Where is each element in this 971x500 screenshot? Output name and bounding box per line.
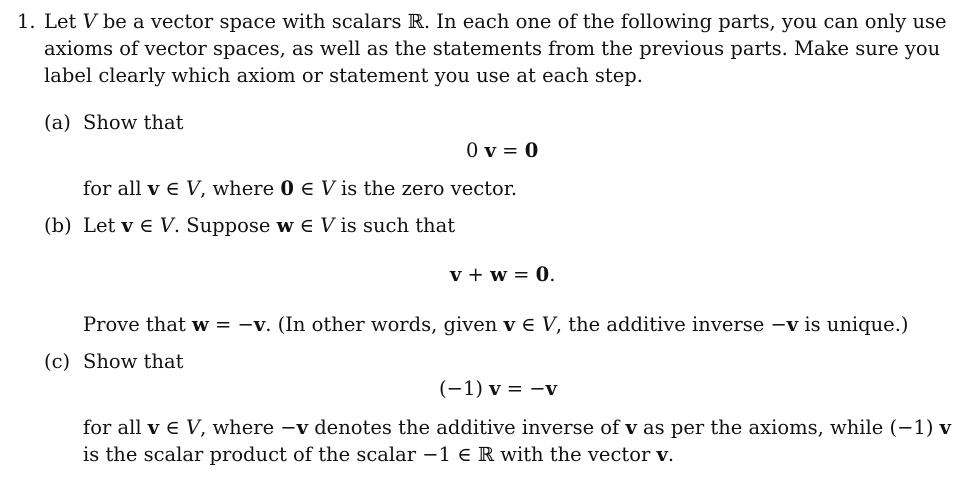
part-b-equation: v + w = 0. (450, 263, 556, 286)
part-a-text: Show that (83, 111, 184, 134)
vector-symbol: v (253, 313, 266, 336)
intro-line-2: axioms of vector spaces, as well as the statements from the previous parts. Make sure you (44, 37, 941, 60)
part-c-after-2: is the scalar product of the scalar −1 ∈ ℝ with the vector v. (83, 443, 675, 466)
math-variable: V (320, 177, 335, 200)
vector-symbol: v (147, 416, 160, 439)
part-b-label: (b) (44, 214, 72, 237)
math-variable: V (185, 416, 201, 439)
part-b-after: Prove that w = −v. (In other words, given v ∈ V, the additive inverse −v is unique.) (83, 313, 909, 336)
vector-symbol: v (625, 416, 637, 439)
vector-symbol: v (121, 214, 133, 237)
math-variable: V (82, 10, 97, 33)
vector-symbol: v (939, 416, 951, 439)
math-variable: V (541, 313, 556, 336)
part-a-equation: 0 v = 0 (466, 139, 539, 162)
math-variable: V (320, 214, 335, 237)
intro-line-3: label clearly which axiom or statement you use at each step. (44, 64, 643, 87)
vector-symbol: v (484, 139, 496, 162)
vector-symbol: w (490, 263, 507, 286)
part-a-label: (a) (44, 111, 71, 134)
vector-symbol: v (296, 416, 308, 439)
vector-symbol: v (503, 313, 515, 336)
vector-symbol: v (489, 377, 501, 400)
part-c-text: Show that (83, 350, 184, 373)
part-c-after-1: for all v ∈ V, where −v denotes the additive inverse of v as per the axioms, while (−1) v (83, 416, 951, 439)
vector-symbol: v (656, 443, 668, 466)
vector-symbol: 0 (535, 263, 550, 286)
vector-symbol: v (147, 177, 160, 200)
part-c-label: (c) (44, 350, 71, 373)
part-c-equation: (−1) v = −v (439, 377, 557, 400)
vector-symbol: w (276, 214, 294, 237)
problem-number: 1. (17, 10, 36, 33)
intro-line-1: Let V be a vector space with scalars ℝ. In each one of the following parts, you can only use (44, 10, 947, 33)
math-variable: V (159, 214, 174, 237)
vector-symbol: v (545, 377, 557, 400)
vector-symbol: v (450, 263, 462, 286)
vector-symbol: 0 (524, 139, 539, 162)
vector-symbol: 0 (280, 177, 294, 200)
part-a-after: for all v ∈ V, where 0 ∈ V is the zero vector. (83, 177, 518, 200)
math-variable: V (185, 177, 201, 200)
vector-symbol: v (786, 313, 799, 336)
part-b-text: Let v ∈ V. Suppose w ∈ V is such that (83, 214, 456, 237)
vector-symbol: w (192, 313, 209, 336)
